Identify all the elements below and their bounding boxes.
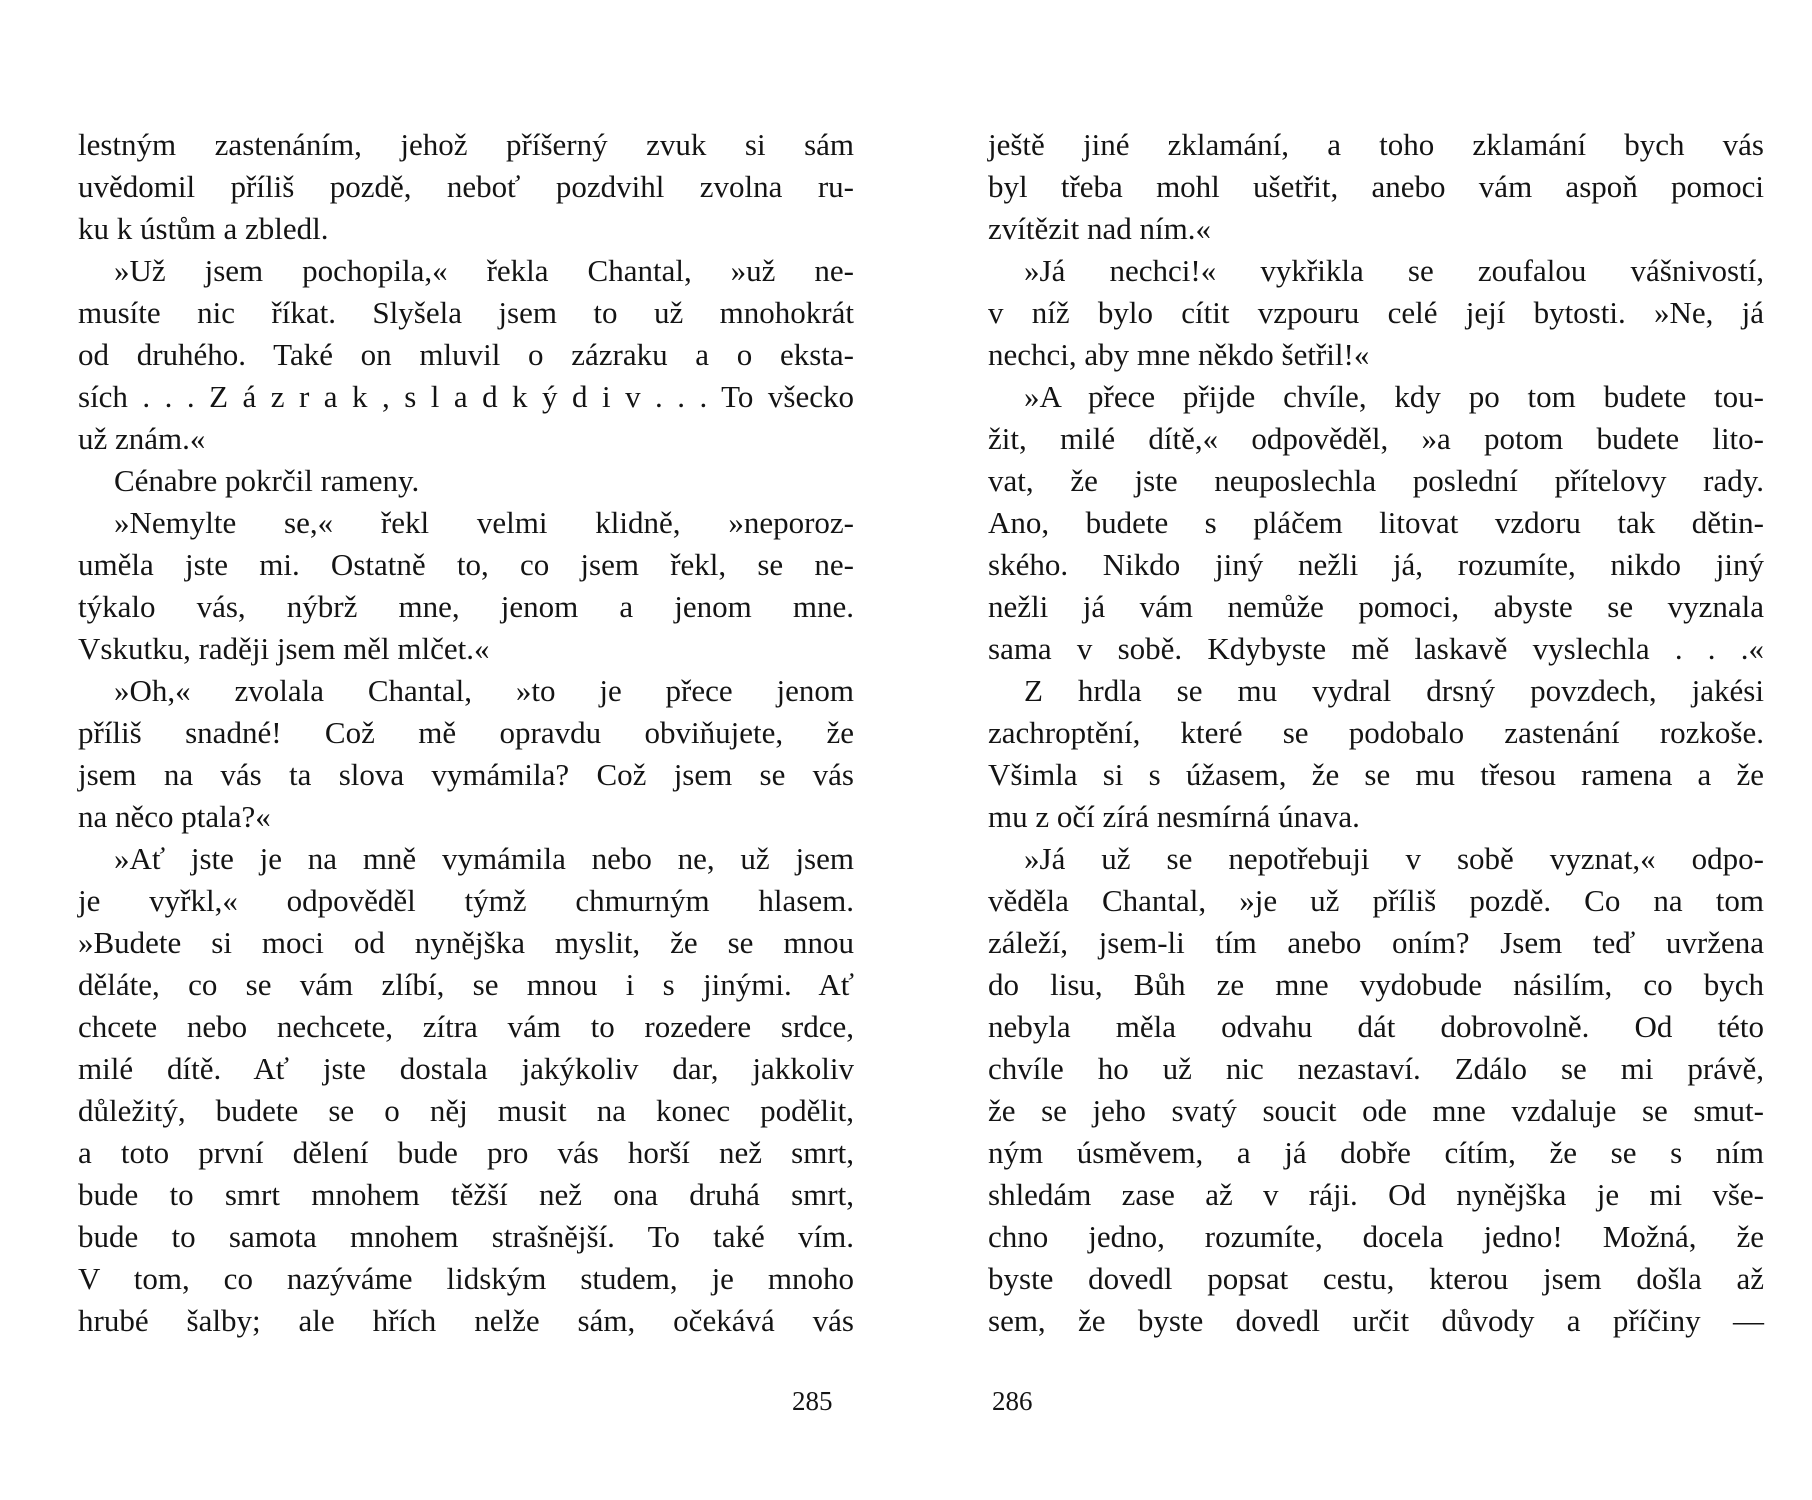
text-line: je vyřkl,« odpověděl týmž chmurným hlasem. [78, 883, 854, 918]
text-line: »Ať jste je na mně vymámila nebo ne, už jsem [114, 841, 854, 876]
text-line: »A přece přijde chvíle, kdy po tom budete tou- [1024, 379, 1764, 414]
text-line: Všimla si s úžasem, že se mu třesou ramena a že [988, 757, 1764, 792]
text-line: nebyla měla odvahu dát dobrovolně. Od této [988, 1009, 1764, 1044]
text-line: byl třeba mohl ušetřit, anebo vám aspoň pomoci [988, 169, 1764, 204]
text-line: v níž bylo cítit vzpouru celé její bytosti. »Ne, já [988, 295, 1764, 330]
text-line: hrubé šalby; ale hřích nelže sám, očekává vás [78, 1303, 854, 1338]
text-line: jsem na vás ta slova vymámila? Což jsem se vás [78, 757, 854, 792]
text-line: chcete nebo nechcete, zítra vám to rozedere srdce, [78, 1009, 854, 1044]
text-line: sama v sobě. Kdybyste mě laskavě vyslechla . . .« [988, 631, 1764, 666]
text-line: nežli já vám nemůže pomoci, abyste se vyznala [988, 589, 1764, 624]
right-page [988, 124, 1764, 1342]
left-page [78, 124, 854, 1342]
text-line: mu z očí zírá nesmírná únava. [988, 799, 1360, 834]
text-line: Ano, budete s pláčem litovat vzdoru tak dětin- [988, 505, 1764, 540]
text-line: ského. Nikdo jiný nežli já, rozumíte, nikdo jiný [988, 547, 1764, 582]
text-line: záleží, jsem-li tím anebo oním? Jsem teď uvržena [988, 925, 1764, 960]
text-line: lestným zastenáním, jehož příšerný zvuk si sám [78, 127, 854, 162]
text-line: žit, milé dítě,« odpověděl, »a potom budete lito- [988, 421, 1764, 456]
text-line: že se jeho svatý soucit ode mne vzdaluje se smut- [988, 1093, 1764, 1128]
left-page-number: 285 [792, 1386, 833, 1416]
right-page-text [988, 124, 1764, 1342]
text-line: od druhého. Také on mluvil o zázraku a o eksta- [78, 337, 854, 372]
text-line: nechci, aby mne někdo šetřil!« [988, 337, 1370, 372]
text-line: »Nemylte se,« řekl velmi klidně, »neporoz- [114, 505, 854, 540]
text-line: důležitý, budete se o něj musit na konec podělit, [78, 1093, 854, 1128]
text-line: musíte nic říkat. Slyšela jsem to už mnohokrát [78, 295, 854, 330]
text-line: ještě jiné zklamání, a toho zklamání bych vás [988, 127, 1764, 162]
right-page-number: 286 [992, 1386, 1033, 1416]
text-line: sích . . . Z á z r a k , s l a d k ý d i v . . . To všecko [78, 379, 854, 414]
text-line: ným úsměvem, a já dobře cítím, že se s ním [988, 1135, 1764, 1170]
text-line: chvíle ho už nic nezastaví. Zdálo se mi právě, [988, 1051, 1764, 1086]
text-line: už znám.« [78, 421, 206, 456]
left-page-text [78, 124, 854, 1342]
text-line: »Já už se nepotřebuji v sobě vyznat,« odpo- [1024, 841, 1764, 876]
text-line: uvědomil příliš pozdě, neboť pozdvihl zvolna ru- [78, 169, 854, 204]
text-line: zachroptění, které se podobalo zastenání rozkoše. [988, 715, 1764, 750]
text-line: »Oh,« zvolala Chantal, »to je přece jenom [114, 673, 854, 708]
text-line: bude to samota mnohem strašnější. To také vím. [78, 1219, 854, 1254]
text-line: Vskutku, raději jsem měl mlčet.« [78, 631, 490, 666]
text-line: »Já nechci!« vykřikla se zoufalou vášnivostí, [1024, 253, 1764, 288]
text-line: V tom, co nazýváme lidským studem, je mnoho [78, 1261, 854, 1296]
text-line: zvítězit nad ním.« [988, 211, 1211, 246]
text-line: do lisu, Bůh ze mne vydobude násilím, co bych [988, 967, 1764, 1002]
text-line: Z hrdla se mu vydral drsný povzdech, jakési [1024, 673, 1764, 708]
text-line: věděla Chantal, »je už příliš pozdě. Co na tom [988, 883, 1764, 918]
text-line: ku k ústům a zbledl. [78, 211, 329, 246]
text-line: milé dítě. Ať jste dostala jakýkoliv dar, jakkoliv [78, 1051, 854, 1086]
text-line: bude to smrt mnohem těžší než ona druhá smrt, [78, 1177, 854, 1212]
text-line: vat, že jste neuposlechla poslední přítelovy rady. [988, 463, 1764, 498]
text-line: »Budete si moci od nynějška myslit, že se mnou [78, 925, 854, 960]
text-line: děláte, co se vám zlíbí, se mnou i s jinými. Ať [78, 967, 854, 1002]
text-line: uměla jste mi. Ostatně to, co jsem řekl, se ne- [78, 547, 854, 582]
text-line: příliš snadné! Což mě opravdu obviňujete, že [78, 715, 854, 750]
text-line: a toto první dělení bude pro vás horší než smrt, [78, 1135, 854, 1170]
text-line: sem, že byste dovedl určit důvody a příčiny — [988, 1303, 1764, 1338]
text-line: »Už jsem pochopila,« řekla Chantal, »už ne- [114, 253, 854, 288]
text-line: na něco ptala?« [78, 799, 271, 834]
text-line: byste dovedl popsat cestu, kterou jsem došla až [988, 1261, 1764, 1296]
text-line: chno jedno, rozumíte, docela jedno! Možná, že [988, 1219, 1764, 1254]
text-line: Cénabre pokrčil rameny. [114, 463, 420, 498]
text-line: shledám zase až v ráji. Od nynějška je mi vše- [988, 1177, 1764, 1212]
text-line: týkalo vás, nýbrž mne, jenom a jenom mne. [78, 589, 854, 624]
